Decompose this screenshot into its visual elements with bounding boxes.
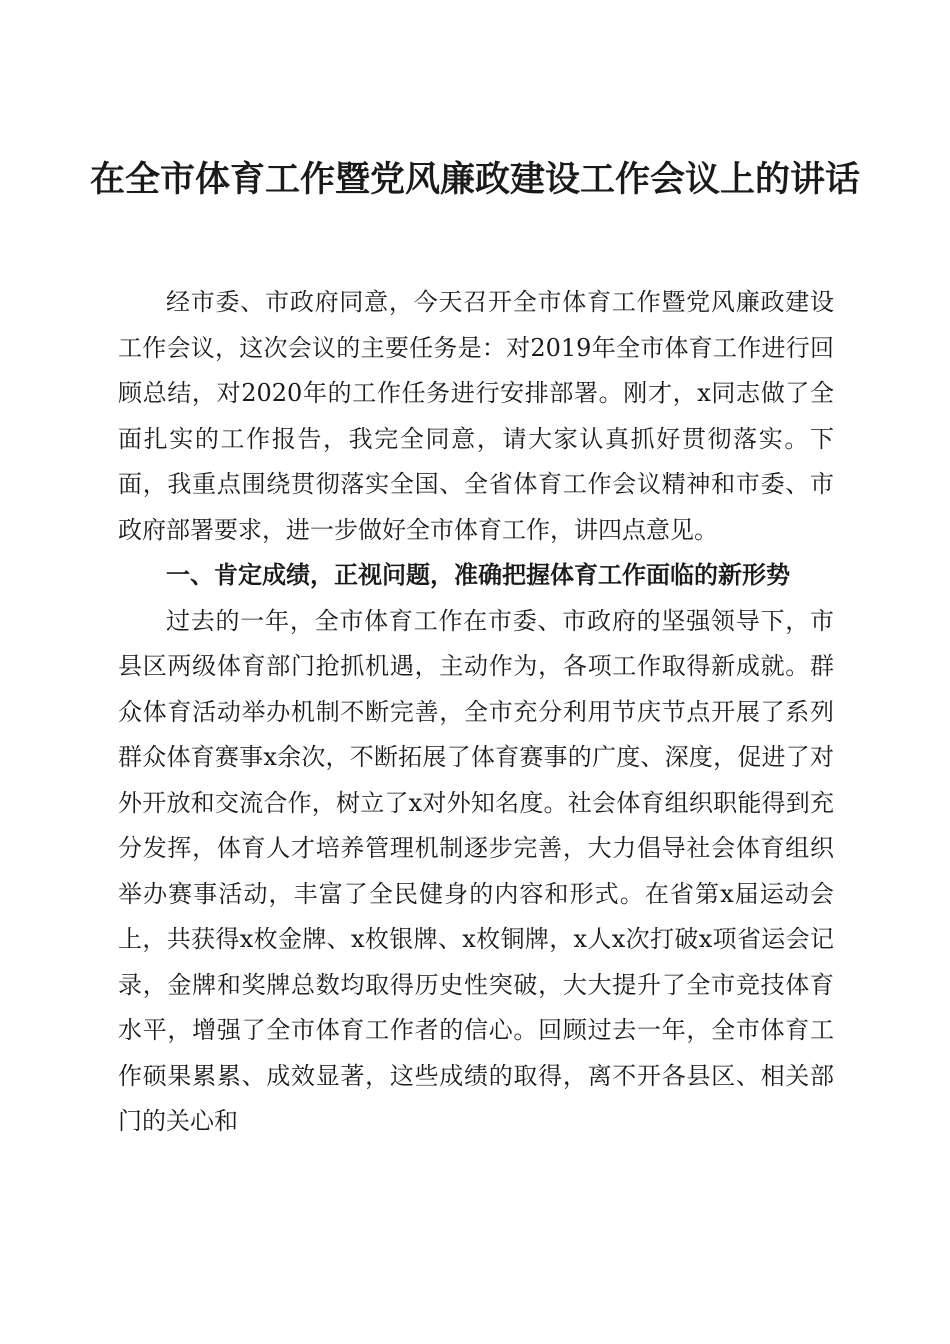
section-1-paragraph: 过去的一年，全市体育工作在市委、市政府的坚强领导下，市县区两级体育部门抢抓机遇，主动作为，各项工作取得新成就。群众体育活动举办机制不断完善，全市充分利用节庆节点开展了系列群众体育赛事x余次，不断拓展了体育赛事的广度、深度，促进了对外开放和交流合作，树立了x对外知名度。社会体育组织职能得到充分发挥，体育人才培养管理机制逐步完善，大力倡导社会体育组织举办赛事活动，丰富了全民健身的内容和形式。在省第x届运动会上，共获得x枚金牌、x枚银牌、x枚铜牌，x人x次打破x项省运会记录，金牌和奖牌总数均取得历史性突破，大大提升了全市竞技体育水平，增强了全市体育工作者的信心。回顾过去一年，全市体育工作硕果累累、成效显著，这些成绩的取得，离不开各县区、相关部门的关心和	[118, 606, 834, 1135]
section-1-heading: 一、肯定成绩，正视问题，准确把握体育工作面临的新形势	[166, 561, 790, 589]
document-title: 在全市体育工作暨党风廉政建设工作会议上的讲话	[89, 159, 860, 201]
intro-paragraph: 经市委、市政府同意，今天召开全市体育工作暨党风廉政建设工作会议，这次会议的主要任务是：对2019年全市体育工作进行回顾总结，对2020年的工作任务进行安排部署。刚才，x同志做了全面扎实的工作报告，我完全同意，请大家认真抓好贯彻落实。下面，我重点围绕贯彻落实全国、全省体育工作会议精神和市委、市政府部署要求，进一步做好全市体育工作，讲四点意见。	[118, 288, 834, 544]
document-body	[118, 280, 834, 1145]
